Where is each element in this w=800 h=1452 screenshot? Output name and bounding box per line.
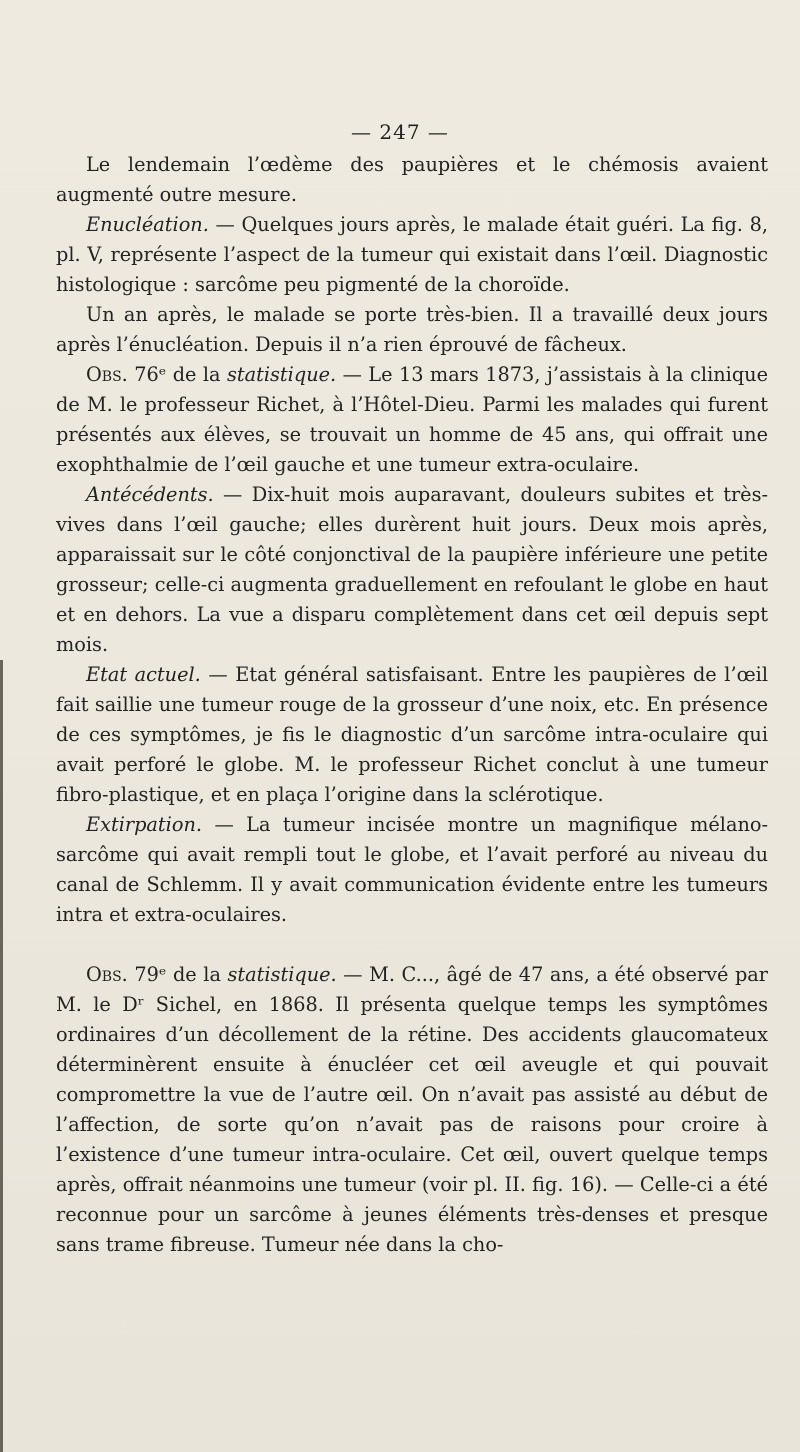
- paragraph-text: Un an après, le malade se porte très-bien. Il a travaillé deux jours après l’énucléation. Depuis il n’a rien éprouvé de fâcheux.: [56, 303, 768, 356]
- paragraph-antecedents: [56, 480, 768, 660]
- body-text: [56, 150, 768, 1260]
- paragraph-text: — La tumeur incisée montre un magnifique mélano-sarcôme qui avait rempli tout le globe, et l’avait perforé au niveau du canal de Schlemm. Il y avait communication évidente entre les tumeurs intra et extra-oculaires.: [56, 813, 768, 926]
- obs-number: 76ᵉ de la: [127, 363, 227, 386]
- paragraph-follow-up: [56, 300, 768, 360]
- section-label: statistique.: [226, 363, 337, 386]
- paragraph-oedeme: [56, 150, 768, 210]
- obs-label: Obs.: [86, 963, 128, 986]
- page-number: — 247 —: [351, 120, 449, 144]
- paragraph-text: — Dix-huit mois auparavant, douleurs subites et très-vives dans l’œil gauche; elles durèrent huit jours. Deux mois après, apparaissait sur le côté conjonctival de la paupière inférieure une petite grosseur; celle-ci augmenta graduellement en refoulant le globe en haut et en dehors. La vue a disparu complètement dans cet œil depuis sept mois.: [56, 483, 768, 656]
- section-label: statistique.: [227, 963, 337, 986]
- paragraph-enucleation: [56, 210, 768, 300]
- section-label: Enucléation.: [86, 213, 209, 236]
- section-label: Etat actuel.: [86, 663, 201, 686]
- paragraph-obs-76: [56, 360, 768, 480]
- paragraph-text: — Quelques jours après, le malade était guéri. La fig. 8, pl. V, représente l’aspect de la tumeur qui existait dans l’œil. Diagnostic histologique : sarcôme peu pigmenté de la choroïde.: [56, 213, 768, 296]
- paragraph-obs-79: [56, 960, 768, 1260]
- section-label: Antécédents.: [86, 483, 214, 506]
- paragraph-etat-actuel: [56, 660, 768, 810]
- paragraph-text: — Le 13 mars 1873, j’assistais à la clinique de M. le professeur Richet, à l’Hôtel-Dieu. Parmi les malades qui furent présentés aux élèves, se trouvait un homme de 45 ans, qui offrait une exophthalmie de l’œil gauche et une tumeur extra-oculaire.: [56, 363, 768, 476]
- obs-label: Obs.: [86, 363, 128, 386]
- section-label: Extirpation.: [86, 813, 202, 836]
- paragraph-text: Le lendemain l’œdème des paupières et le chémosis avaient augmenté outre mesure.: [56, 153, 768, 206]
- paragraph-text: — Etat général satisfaisant. Entre les paupières de l’œil fait saillie une tumeur rouge de la grosseur d’une noix, etc. En présence de ces symptômes, je fis le diagnostic d’un sarcôme intra-oculaire qui avait perforé le globe. M. le professeur Richet conclut à une tumeur fibro-plastique, et en plaça l’origine dans la sclérotique.: [56, 663, 768, 806]
- obs-number: 79ᵉ de la: [127, 963, 228, 986]
- paragraph-text: — M. C..., âgé de 47 ans, a été observé par M. le Dʳ Sichel, en 1868. Il présenta quelque temps les symptômes ordinaires d’un décollement de la rétine. Des accidents glaucomateux déterminèrent ensuite à énucléer cet œil aveugle et qui pouvait compromettre la vue de l’autre œil. On n’avait pas assisté au début de l’affection, de sorte qu’on n’avait pas de raisons pour croire à l’existence d’une tumeur intra-oculaire. Cet œil, ouvert quelque temps après, offrait néanmoins une tumeur (voir pl. II. fig. 16). — Celle-ci a été reconnue pour un sarcôme à jeunes éléments très-denses et presque sans trame fibreuse. Tumeur née dans la cho-: [56, 963, 768, 1256]
- paragraph-extirpation: [56, 810, 768, 930]
- page-binding-shadow: [0, 660, 3, 1452]
